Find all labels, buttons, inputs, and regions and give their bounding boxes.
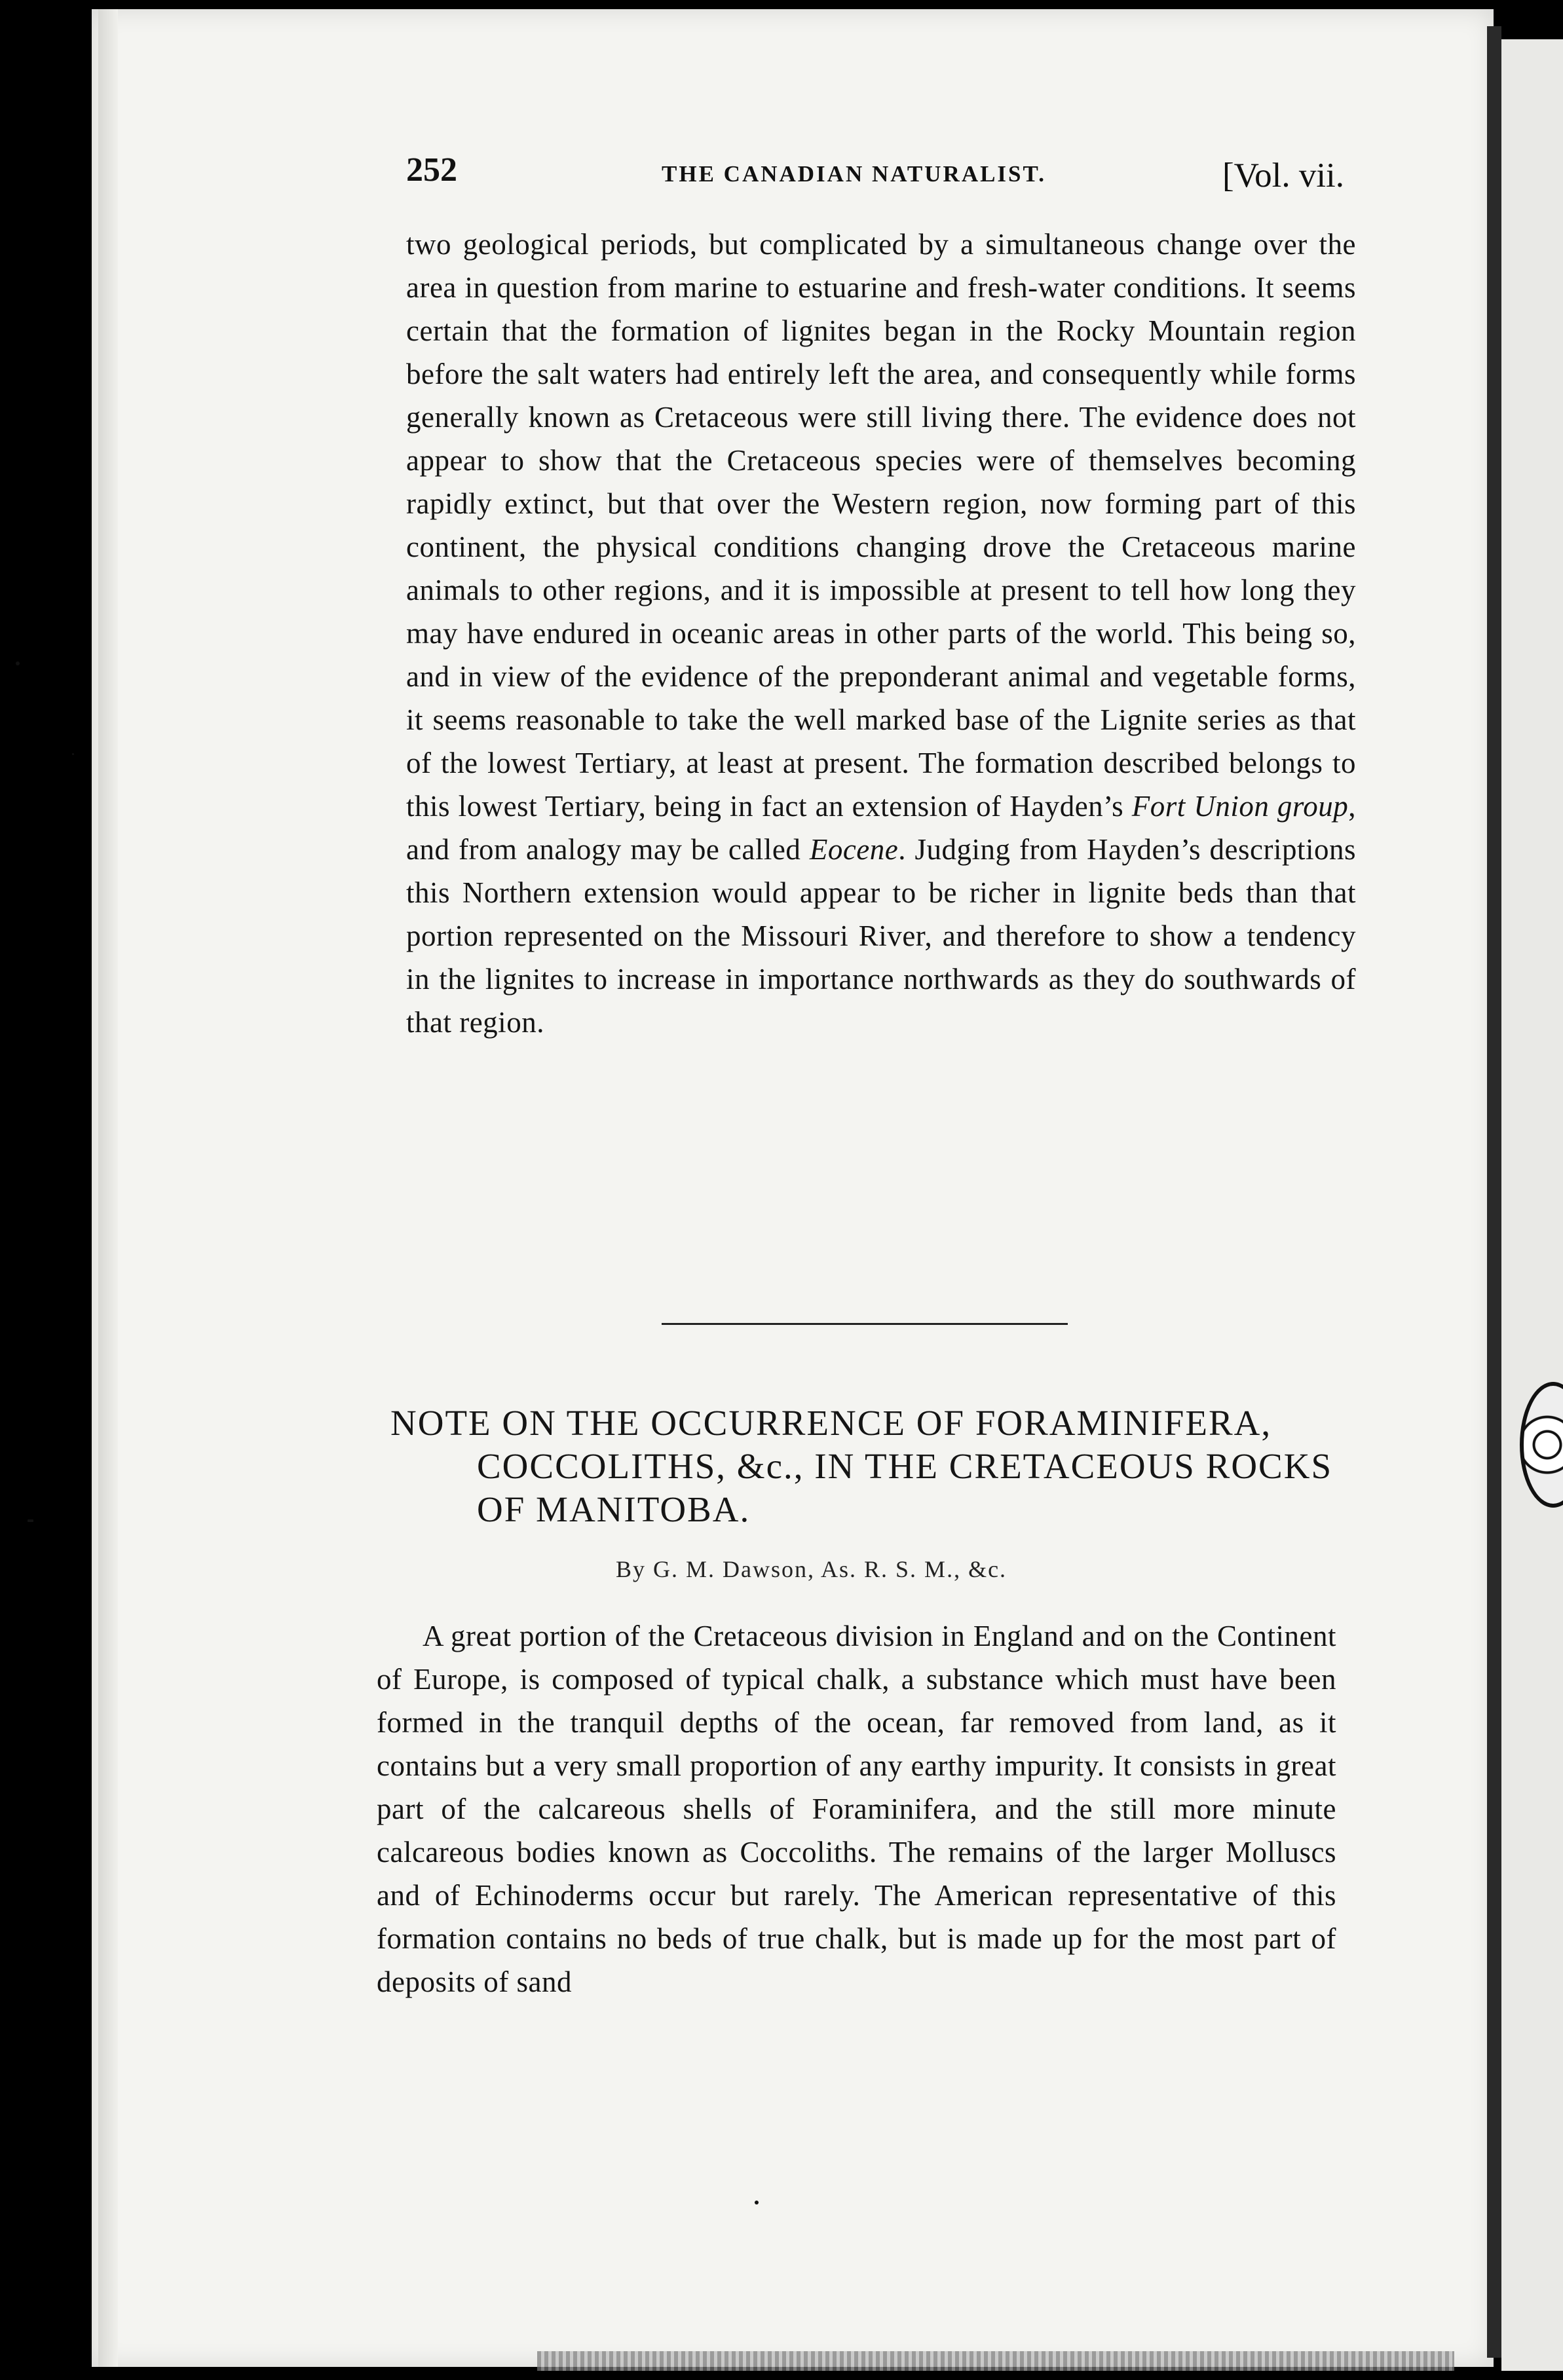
section-divider — [662, 1323, 1068, 1325]
volume-label: [Vol. vii. — [1222, 157, 1345, 195]
fort-union-group-italic: Fort Union group — [1131, 790, 1349, 823]
facing-page-edge — [1501, 39, 1563, 2371]
paragraph-text-part-1: two geological periods, but complicated by a simultaneous change over the area in question from marine to estuarine and fresh-water conditions. It seems certain that the formation of lignites began in the Rocky Mountain region before the salt waters had entirely left the area, and consequently while forms generally known as Cretaceous were still living there. The evidence does not appear to show that the Cretaceous species were of themselves becoming rapidly extinct, but that over the Western region, now forming part of this continent, the physical conditions changing drove the Cretaceous marine animals to other regions, and it is impossible at present to tell how long they may have endured in oceanic areas in other parts of the world. This being so, and in view of the evidence of the preponderant animal and vegetable forms, it seems reasonable to take the well marked base of the Lignite series as that of the lowest Tertiary, at least at present. The formation described belongs to this lowest Tertiary, being in fact an extension of Hayden’s — [406, 228, 1356, 823]
scan-speck — [16, 661, 20, 665]
paragraph-text — [406, 223, 1356, 1044]
article-paragraph-text: A great portion of the Cretaceous division in England and on the Continent of Europe, is composed of typical chalk, a substance which must have been formed in the tranquil depths of the ocean, far removed from land, as it contains but a very small proportion of any earthy impurity. It consists in great part of the calcareous shells of Foraminifera, and the still more minute calcareous bodies known as Coccoliths. The remains of the larger Molluscs and of Echinoderms occur but rarely. The American representative of this formation contains no beds of true chalk, but is made up for the most part of deposits of sand — [377, 1620, 1336, 1998]
scan-speck — [28, 1519, 33, 1522]
page-left-edge — [98, 9, 118, 2367]
article-title-line-1: NOTE ON THE OCCURRENCE OF FORAMINIFERA, — [390, 1403, 1272, 1443]
scan-speck — [755, 2201, 759, 2204]
running-title: THE CANADIAN NATURALIST. — [662, 161, 1047, 187]
paragraph-text-part-2: , and from analogy may be called — [406, 790, 1356, 866]
scan-speck — [72, 753, 74, 755]
article-paragraph — [377, 1614, 1336, 2003]
article-title-line-2: COCCOLITHS, &c., IN THE CRETACEOUS ROCKS — [477, 1446, 1333, 1486]
paragraph-text-part-3: . Judging from Hayden’s descriptions this Northern extension would appear to be richer in lignite beds than that portion represented on the Missouri River, and therefore to show a tendency in the lignites to increase in importance northwards as they do southwards of that region. — [406, 833, 1356, 1039]
page-header — [406, 151, 1376, 210]
book-spine — [1487, 26, 1501, 2358]
eocene-italic: Eocene — [809, 833, 899, 866]
article-byline: By G. M. Dawson, As. R. S. M., &c. — [616, 1556, 1007, 1582]
article-title-line-3: OF MANITOBA. — [477, 1489, 751, 1529]
bottom-binding-strip — [537, 2351, 1454, 2371]
page-number: 252 — [406, 151, 457, 189]
article-title — [390, 1402, 1347, 1531]
continuation-paragraph — [406, 223, 1356, 1044]
